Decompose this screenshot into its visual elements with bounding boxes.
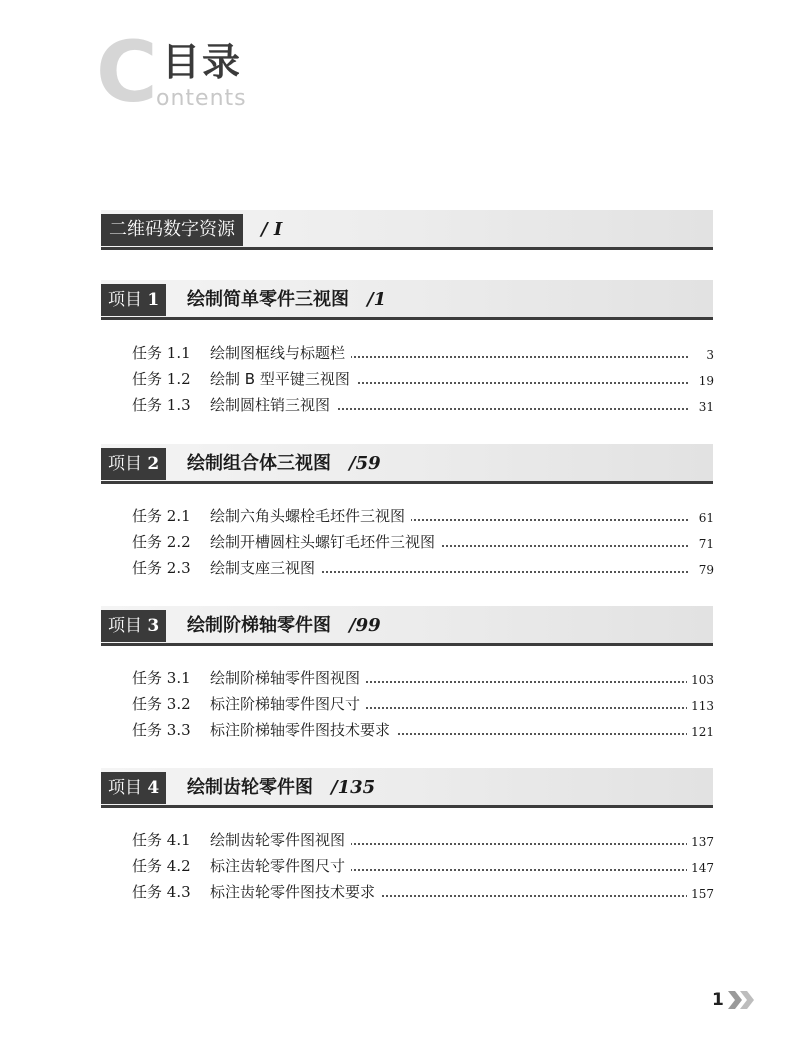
task-entry-4-2[interactable] — [132, 854, 714, 878]
task-prefix: 任务 — [132, 396, 163, 414]
task-prefix: 任务 — [132, 559, 163, 577]
task-title: 标注阶梯轴零件图尺寸 — [210, 692, 366, 716]
project-page: /59 — [349, 453, 381, 474]
task-number — [132, 828, 191, 852]
task-page: 19 — [695, 369, 714, 393]
project-badge-text: 项目 — [108, 290, 142, 310]
task-page: 137 — [687, 830, 714, 854]
project-title — [187, 772, 375, 804]
page-subtitle: ontents — [156, 86, 247, 111]
task-title: 绘制阶梯轴零件图视图 — [210, 666, 366, 690]
page-number: 1 — [712, 990, 724, 1010]
task-entry-2-3[interactable] — [132, 556, 714, 580]
logo-letter: C — [96, 23, 158, 121]
task-page: 113 — [687, 694, 714, 718]
project-page: /99 — [349, 615, 381, 636]
task-prefix: 任务 — [132, 669, 163, 687]
project-badge-number: 1 — [147, 290, 160, 310]
task-number — [132, 718, 191, 742]
task-number — [132, 504, 191, 528]
task-title: 标注齿轮零件图技术要求 — [210, 880, 381, 904]
task-title: 标注齿轮零件图尺寸 — [210, 854, 351, 878]
task-number — [132, 880, 191, 904]
task-prefix: 任务 — [132, 507, 163, 525]
task-title: 绘制开槽圆柱头螺钉毛坯件三视图 — [210, 530, 441, 554]
task-prefix: 任务 — [132, 831, 163, 849]
task-page: 61 — [695, 506, 714, 530]
task-entry-3-1[interactable] — [132, 666, 714, 690]
project-badge-text: 项目 — [108, 616, 142, 636]
task-index: 2.3 — [166, 559, 191, 577]
task-prefix: 任务 — [132, 344, 163, 362]
project-title-text: 绘制阶梯轴零件图 — [187, 615, 331, 636]
task-entry-4-3[interactable] — [132, 880, 714, 904]
qr-resources-section[interactable] — [101, 210, 713, 250]
task-index: 3.2 — [166, 695, 191, 713]
project-badge-text: 项目 — [108, 778, 142, 798]
task-entry-1-3[interactable] — [132, 393, 714, 417]
task-page: 121 — [687, 720, 714, 744]
project-2-heading[interactable] — [101, 444, 713, 484]
project-badge-number: 2 — [147, 454, 160, 474]
task-index: 2.2 — [166, 533, 191, 551]
project-badge — [101, 284, 166, 316]
project-3-heading[interactable] — [101, 606, 713, 646]
task-prefix: 任务 — [132, 883, 163, 901]
task-page: 103 — [687, 668, 714, 692]
project-title-text: 绘制组合体三视图 — [187, 453, 331, 474]
project-badge-number: 3 — [147, 616, 160, 636]
task-page: 3 — [702, 343, 714, 367]
task-index: 2.1 — [166, 507, 191, 525]
qr-resources-label: 二维码数字资源 — [101, 214, 243, 246]
task-index: 4.3 — [166, 883, 191, 901]
task-entry-1-2[interactable] — [132, 367, 714, 391]
task-title: 绘制齿轮零件图视图 — [210, 828, 351, 852]
task-prefix: 任务 — [132, 533, 163, 551]
qr-resources-page: / I — [261, 219, 283, 240]
task-index: 1.2 — [166, 370, 191, 388]
task-prefix: 任务 — [132, 857, 163, 875]
task-page: 31 — [695, 395, 714, 419]
task-title: 标注阶梯轴零件图技术要求 — [210, 718, 396, 742]
project-title-text: 绘制简单零件三视图 — [187, 289, 349, 310]
task-prefix: 任务 — [132, 721, 163, 739]
task-title: 绘制圆柱销三视图 — [210, 393, 336, 417]
task-page: 147 — [687, 856, 714, 880]
task-index: 3.1 — [166, 669, 191, 687]
task-page: 71 — [695, 532, 714, 556]
task-title: 绘制支座三视图 — [210, 556, 321, 580]
task-number — [132, 854, 191, 878]
task-number — [132, 367, 191, 391]
task-entry-3-3[interactable] — [132, 718, 714, 742]
task-index: 4.2 — [166, 857, 191, 875]
double-chevron-right-icon — [728, 991, 756, 1013]
page-title: 目录 — [162, 40, 243, 84]
task-page: 79 — [695, 558, 714, 582]
task-prefix: 任务 — [132, 695, 163, 713]
task-index: 1.3 — [166, 396, 191, 414]
task-entry-3-2[interactable] — [132, 692, 714, 716]
project-title — [187, 610, 381, 642]
task-number — [132, 530, 191, 554]
project-4-heading[interactable] — [101, 768, 713, 808]
task-entry-2-2[interactable] — [132, 530, 714, 554]
task-number — [132, 666, 191, 690]
project-badge — [101, 448, 166, 480]
project-title — [187, 284, 386, 316]
project-title-text: 绘制齿轮零件图 — [187, 777, 313, 798]
task-entry-2-1[interactable] — [132, 504, 714, 528]
task-index: 3.3 — [166, 721, 191, 739]
task-index: 1.1 — [166, 344, 191, 362]
task-page: 157 — [687, 882, 714, 906]
task-entry-1-1[interactable] — [132, 341, 714, 365]
project-title — [187, 448, 381, 480]
contents-logo — [96, 23, 336, 130]
task-entry-4-1[interactable] — [132, 828, 714, 852]
project-badge — [101, 610, 166, 642]
task-title: 绘制 B 型平键三视图 — [210, 367, 356, 391]
task-prefix: 任务 — [132, 370, 163, 388]
project-badge-text: 项目 — [108, 454, 142, 474]
task-index: 4.1 — [166, 831, 191, 849]
project-badge — [101, 772, 166, 804]
project-1-heading[interactable] — [101, 280, 713, 320]
task-number — [132, 556, 191, 580]
task-number — [132, 341, 191, 365]
project-badge-number: 4 — [147, 778, 160, 798]
task-title: 绘制六角头螺栓毛坯件三视图 — [210, 504, 411, 528]
project-page: /135 — [331, 777, 376, 798]
task-title: 绘制图框线与标题栏 — [210, 341, 351, 365]
task-number — [132, 692, 191, 716]
task-number — [132, 393, 191, 417]
project-page: /1 — [367, 289, 387, 310]
